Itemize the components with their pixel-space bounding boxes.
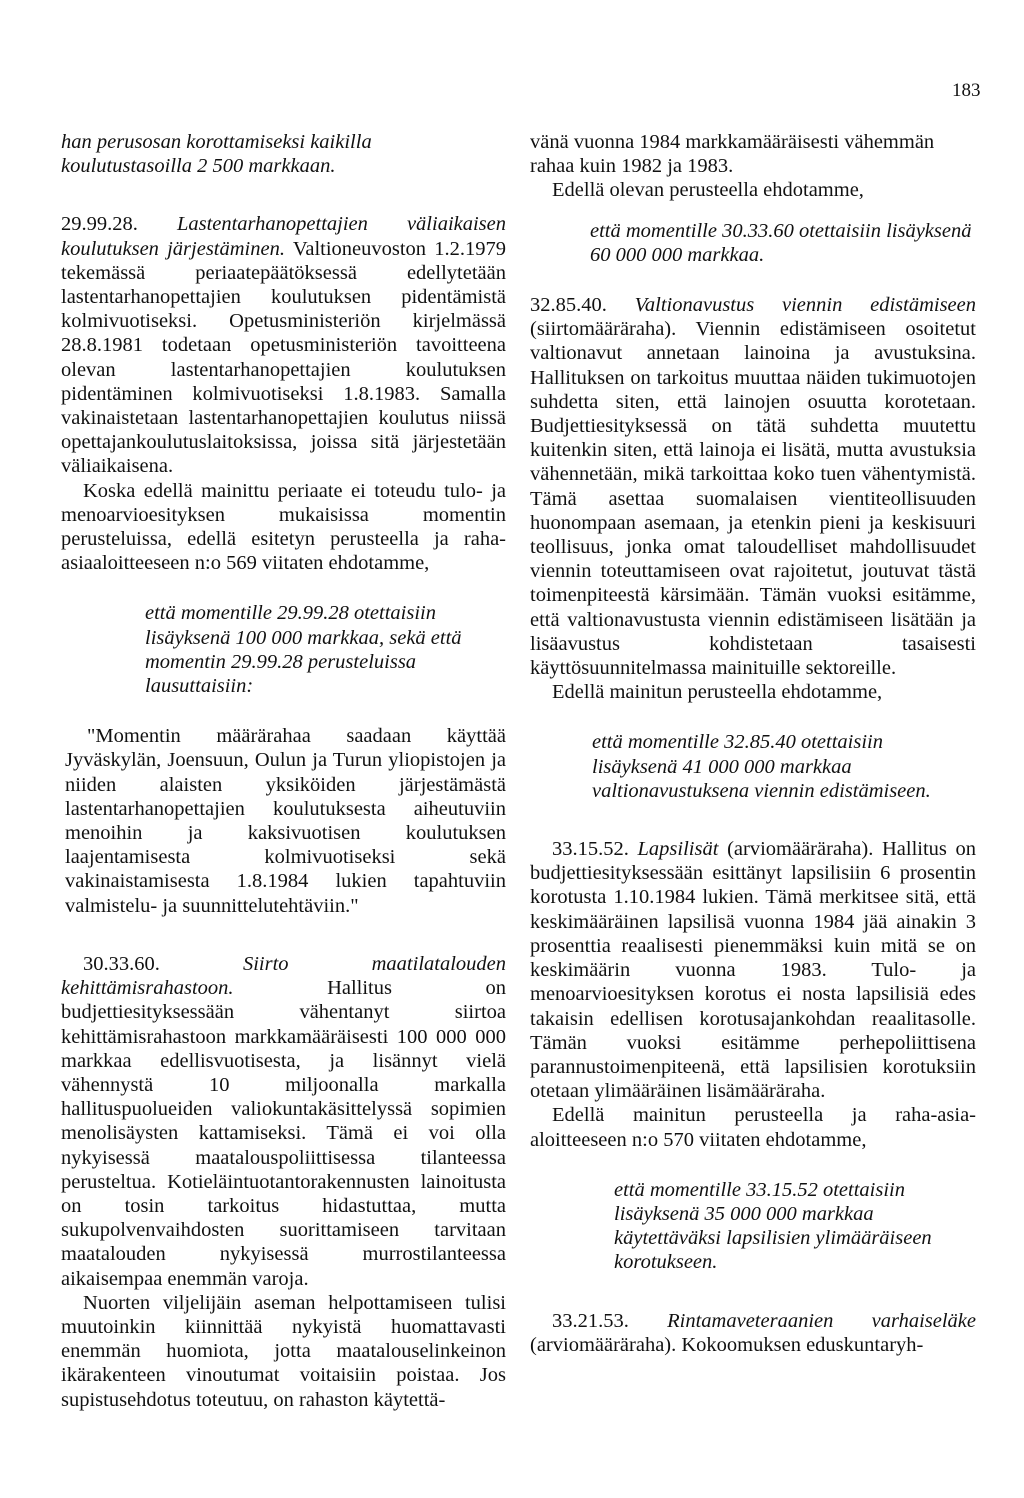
section-number: 32.85.40.	[530, 294, 607, 317]
page-number: 183	[952, 80, 981, 101]
paragraph: Edellä mainitun perusteella ja raha-asia-aloitteeseen n:o 570 viitaten ehdotamme,	[530, 1104, 976, 1151]
left-column	[61, 130, 506, 1412]
section-number: 29.99.28.	[61, 213, 138, 236]
right-column	[530, 130, 976, 1357]
section-32-85-40	[530, 293, 976, 680]
paragraph: vänä vuonna 1984 markkamääräisesti vähemmän rahaa kuin 1982 ja 1983.	[530, 131, 935, 178]
quote: "Momentin määrärahaa saadaan käyttää Jyväskylän, Joensuun, Oulun ja Turun yliopistojen ja niiden alaisten yksiköiden järjestämästä lastentarhanopettajien koulutuksesta aiheutuviin menoihin ja kaksivuotisen koulutuksen laajentamisesta kolmivuotiseksi sekä vakinaistamisesta 1.8.1984 lukien tapahtuviin valmistelu- ja suunnittelutehtäviin."	[65, 725, 506, 917]
proposal: että momentille 32.85.40 otettaisiin lisäyksenä 41 000 000 markkaa valtionavustuksena viennin edistämiseen.	[592, 731, 931, 802]
paragraph: Nuorten viljelijäin aseman helpottamiseen tulisi muutoinkin kiinnittää nykyistä huomattavasti enemmän huomiota, jotta maatalouselinkeinon ikärakenteen vinoutumat voitaisiin poistaa. Jos supistusehdotus toteutuu, on rahaston käytettä-	[61, 1291, 506, 1411]
section-title: Lastentarhanopettajien väliaikaisen koulutuksen järjestäminen.	[61, 213, 507, 260]
section-29-99-28	[61, 212, 506, 478]
section-title: Rintamaveteraanien varhaiseläke	[667, 1309, 977, 1332]
section-number: 30.33.60.	[83, 952, 160, 975]
section-number: 33.21.53.	[552, 1309, 629, 1332]
section-text: (arviomääräraha). Kokoomuksen eduskuntaryh-	[530, 1333, 924, 1356]
intro-italic: han perusosan korottamiseksi kaikilla koulutustasoilla 2 500 markkaan.	[61, 131, 372, 178]
proposal: että momentille 30.33.60 otettaisiin lisäyksenä 60 000 000 markkaa.	[590, 219, 972, 266]
section-text: Valtioneuvoston 1.2.1979 tekemässä periaatepäätöksessä edellytetään lastentarhanopettajien koulutuksen pidentämistä kolmivuotiseksi. Opetusministeriön kirjelmässä 28.8.1981 todetaan opetusministeriön tavoitteena olevan lastentarhanopettajien koulutuksen pidentäminen kolmivuotiseksi 1.8.1983. Samalla vakinaistetaan lastentarhanopettajien koulutus niissä opettajankoulutuslaitoksissa, joissa sitä järjestetään väliaikaisena.	[61, 237, 506, 478]
section-title: Valtionavustus viennin edistämiseen	[634, 294, 976, 317]
paragraph: Edellä olevan perusteella ehdotamme,	[552, 179, 864, 202]
section-text: (arviomääräraha). Hallitus on budjettiesityksessään esittänyt lapsilisiin 6 prosentin korotusta 1.10.1984 lukien. Tämä merkitsee sitä, että keskimääräinen lapsilisä vuonna 1984 jää ainakin 3 prosenttia reaalisesti pienemmäksi kuin mitä se on keskimäärin vuonna 1983. Tulo- ja menoarvioesityksen korotus ei nosta lapsilisiä edes takaisin edellisen korotusajankohdan reaalitasolle. Tämän vuoksi esitämme perhepoliittisena parannustoimenpiteenä, että lapsilisien korotuksiin otetaan ylimääräinen lisämääräraha.	[530, 838, 977, 1103]
section-33-15-52	[530, 837, 976, 1103]
section-title: Siirto maatilatalouden kehittämisrahastoon.	[61, 952, 507, 1000]
section-30-33-60	[61, 952, 506, 1291]
proposal: että momentille 33.15.52 otettaisiin lisäyksenä 35 000 000 markkaa käytettäväksi lapsilisien ylimääräiseen korotukseen.	[614, 1178, 932, 1274]
section-text: (siirtomääräraha). Viennin edistämiseen osoitetut valtionavut annetaan lainoina ja avustuksina. Hallituksen on tarkoitus muuttaa näiden tukimuotojen suhdetta siten, että lainojen osuutta korotetaan. Budjettiesityksessä on tätä suhdetta muutettu kuitenkin siten, että lainoja ei lisätä, mutta avustuksia vähennetään, mikä tarkoittaa koko tuen vähentymistä. Tämä asettaa suomalaisen vientiteollisuuden huonompaan asemaan, ja etenkin pieni ja keskisuuri teollisuus, jonka omat taloudelliset mahdollisuudet viennin toteuttamiseen ovat rajoitetut, joutuvat tästä toimenpiteestä kärsimään. Tämän vuoksi esitämme, että valtionavustusta viennin edistämiseen lisätään ja lisäavustus kohdistetaan tasaisesti käyttösuunnitelmassa mainituille sektoreille.	[530, 318, 976, 680]
section-33-21-53	[530, 1309, 976, 1357]
section-title: Lapsilisät	[637, 838, 719, 861]
paragraph: Koska edellä mainittu periaate ei toteudu tulo- ja menoarvioesityksen mukaisissa momentin perusteluissa, edellä esitetyn perusteella ja raha-asiaaloitteeseen n:o 569 viitaten ehdotamme,	[61, 479, 506, 575]
section-text: Hallitus on budjettiesityksessään vähentanyt siirtoa kehittämisrahastoon markkamääräisesti 100 000 000 markkaa edellisvuotisesta, ja lisännyt vielä vähennystä 10 miljoonalla markalla hallituspuolueiden valiokuntakäsittelyssä sopimien menolisäysten kattamiseksi. Tämä ei voi olla nykyisessä maatalouspoliittisessa tilanteessa perusteltua. Kotieläintuotantorakennusten lainoitusta on tosin tarkoitus hidastuttaa, mutta sukupolvenvaihdosten suorittamiseen tarvitaan maatalouden nykyisessä murrostilanteessa aikaisempaa enemmän varoja.	[61, 977, 506, 1290]
paragraph: Edellä mainitun perusteella ehdotamme,	[552, 681, 883, 704]
proposal: että momentille 29.99.28 otettaisiin lisäyksenä 100 000 markkaa, sekä että momentin 29.99.28 perusteluissa lausuttaisiin:	[145, 602, 462, 698]
section-number: 33.15.52.	[552, 838, 629, 861]
